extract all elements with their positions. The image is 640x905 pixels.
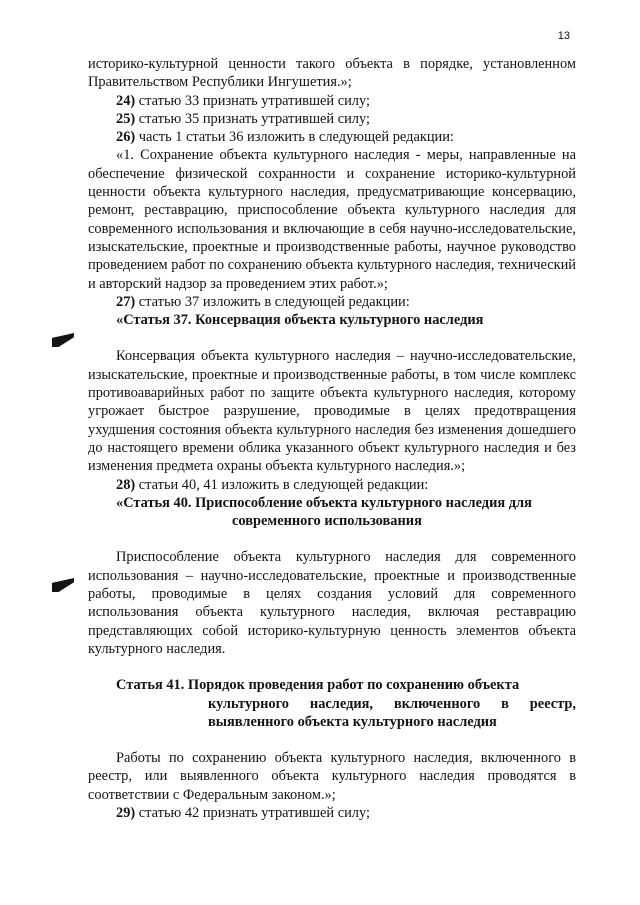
article-40-title-line1: «Статья 40. Приспособление объекта культурного наследия для [116, 494, 532, 511]
article-41-body: Работы по сохранению объекта культурного наследия, включенного в реестр, или выявленного объекта культурного наследия проводятся в соответствии с Федеральным законом.»; [88, 750, 576, 803]
item-29 [88, 804, 576, 822]
item-28-text: статьи 40, 41 изложить в следующей редакции: [135, 476, 429, 493]
item-28 [88, 476, 576, 494]
item-28-number: 28) [116, 476, 136, 493]
item-29-number: 29) [116, 804, 136, 821]
margin-mark-top [52, 333, 74, 347]
spacer [88, 329, 576, 347]
spacer [88, 731, 576, 749]
item-27-number: 27) [116, 293, 136, 310]
article-37-body: Консервация объекта культурного наследия – научно-исследовательские, изыскательские, проектные и производственные работы, в том числе комплекс противоаварийных работ по защите объекта культурного наследия, которому угрожает быстрое разрушение, проводимые в целях предотвращения ухудшения состояния объекта культурного наследия без изменения дошедшего до настоящего времени облика указанного объект культурного наследия и без изменения предмета охраны объекта культурного наследия.»; [88, 348, 576, 475]
item-26-body: «1. Сохранение объекта культурного наследия - меры, направленные на обеспечение физической сохранности и сохранение историко-культурной ценности объекта культурного наследия, предусматривающие консервацию, ремонт, реставрацию, приспособление объекта культурного наследия для современного использования и включающие в себя научно-исследовательские, изыскательские, проектные и производственные работы, научное руководство проведением работ по сохранению объекта культурного наследия, технический и авторский надзор за проведением этих работ.»; [88, 147, 576, 292]
item-26-number: 26) [116, 129, 136, 146]
article-41-title-line1: Статья 41. Порядок проведения работ по сохранению объекта [116, 677, 520, 694]
item-26-text: часть 1 статьи 36 изложить в следующей редакции: [135, 129, 454, 146]
item-25 [88, 110, 576, 128]
article-37-title: «Статья 37. Консервация объекта культурного наследия [116, 312, 484, 329]
article-40-body: Приспособление объекта культурного наследия для современного использования – научно-исследовательские, проектные и производственные работы, проводимые в целях создания условий для современного использования объекта культурного наследия, включая реставрацию представляющих собой историко-культурную ценность элементов объекта культурного наследия. [88, 549, 576, 657]
spacer [88, 658, 576, 676]
spacer [88, 530, 576, 548]
item-25-number: 25) [116, 110, 136, 127]
item-26 [88, 128, 576, 146]
article-41-title-rest: культурного наследия, включенного в реестр, выявленного объекта культурного наследия [208, 695, 576, 730]
margin-mark-bottom [52, 578, 74, 592]
paragraph-continuation: историко-культурной ценности такого объекта в порядке, установленном Правительством Республики Ингушетия.»; [88, 56, 576, 91]
item-29-text: статью 42 признать утратившей силу; [135, 804, 370, 821]
item-24 [88, 92, 576, 110]
item-24-text: статью 33 признать утратившей силу; [135, 92, 370, 109]
article-40-title-line2: современного использования [232, 513, 422, 530]
item-27-text: статью 37 изложить в следующей редакции: [135, 293, 410, 310]
item-24-number: 24) [116, 92, 136, 109]
page-number: 13 [557, 30, 570, 42]
article-41-title [88, 676, 576, 731]
document-body [88, 55, 576, 822]
article-40-title [88, 494, 576, 531]
item-25-text: статью 35 признать утратившей силу; [135, 110, 370, 127]
item-27 [88, 293, 576, 311]
